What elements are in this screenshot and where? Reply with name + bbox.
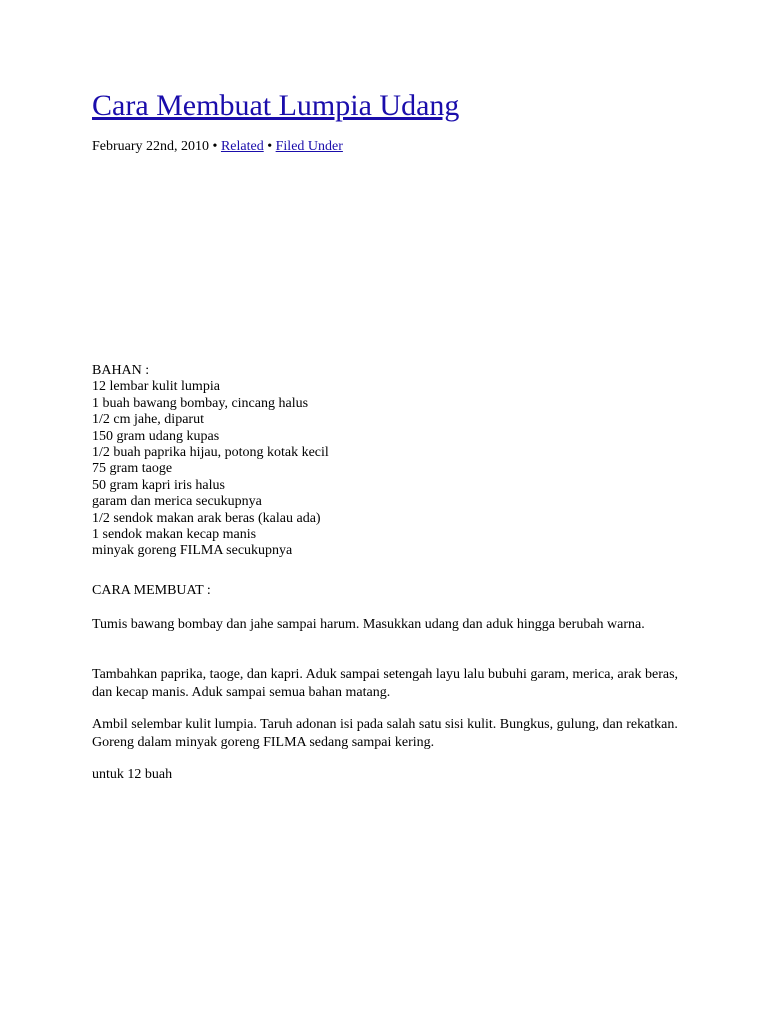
ingredient-item: 12 lembar kulit lumpia	[92, 379, 220, 395]
method-step: Ambil selembar kulit lumpia. Taruh adonan isi pada salah satu sisi kulit. Bungkus, gulung, dan rekatkan. Goreng dalam minyak goreng FILMA sedang sampai kering.	[92, 717, 678, 750]
article-meta	[92, 138, 343, 156]
article-title	[92, 86, 459, 126]
ingredient-item: minyak goreng FILMA secukupnya	[92, 543, 293, 559]
ingredient-item: 1/2 sendok makan arak beras (kalau ada)	[92, 510, 321, 526]
method-heading: CARA MEMBUAT :	[92, 583, 211, 598]
meta-separator: •	[212, 139, 218, 154]
filed-under-link[interactable]: Filed Under	[275, 139, 343, 154]
ingredient-item: 1 sendok makan kecap manis	[92, 527, 257, 543]
ingredient-item: 50 gram kapri iris halus	[92, 477, 225, 493]
ingredient-item: 1 buah bawang bombay, cincang halus	[92, 395, 309, 411]
ingredients-heading: BAHAN :	[92, 363, 150, 378]
method-step: Tambahkan paprika, taoge, dan kapri. Aduk sampai setengah layu lalu bubuhi garam, merica, arak beras, dan kecap manis. Aduk sampai semua bahan matang.	[92, 667, 679, 700]
ingredient-item: 150 gram udang kupas	[92, 428, 220, 444]
ingredient-item: 1/2 cm jahe, diparut	[92, 412, 204, 428]
ingredient-list	[92, 363, 329, 560]
post-date: February 22nd, 2010	[92, 139, 210, 154]
article-title-link[interactable]: Cara Membuat Lumpia Udang	[92, 89, 460, 122]
recipe-yield: untuk 12 buah	[92, 767, 173, 782]
method-step: Tumis bawang bombay dan jahe sampai harum. Masukkan udang dan aduk hingga berubah warna.	[92, 617, 645, 632]
ingredient-item: 75 gram taoge	[92, 461, 173, 477]
related-link[interactable]: Related	[220, 139, 264, 154]
ingredient-item: 1/2 buah paprika hijau, potong kotak kecil	[92, 445, 329, 461]
meta-separator: •	[267, 139, 273, 154]
ingredient-item: garam dan merica secukupnya	[92, 494, 262, 510]
